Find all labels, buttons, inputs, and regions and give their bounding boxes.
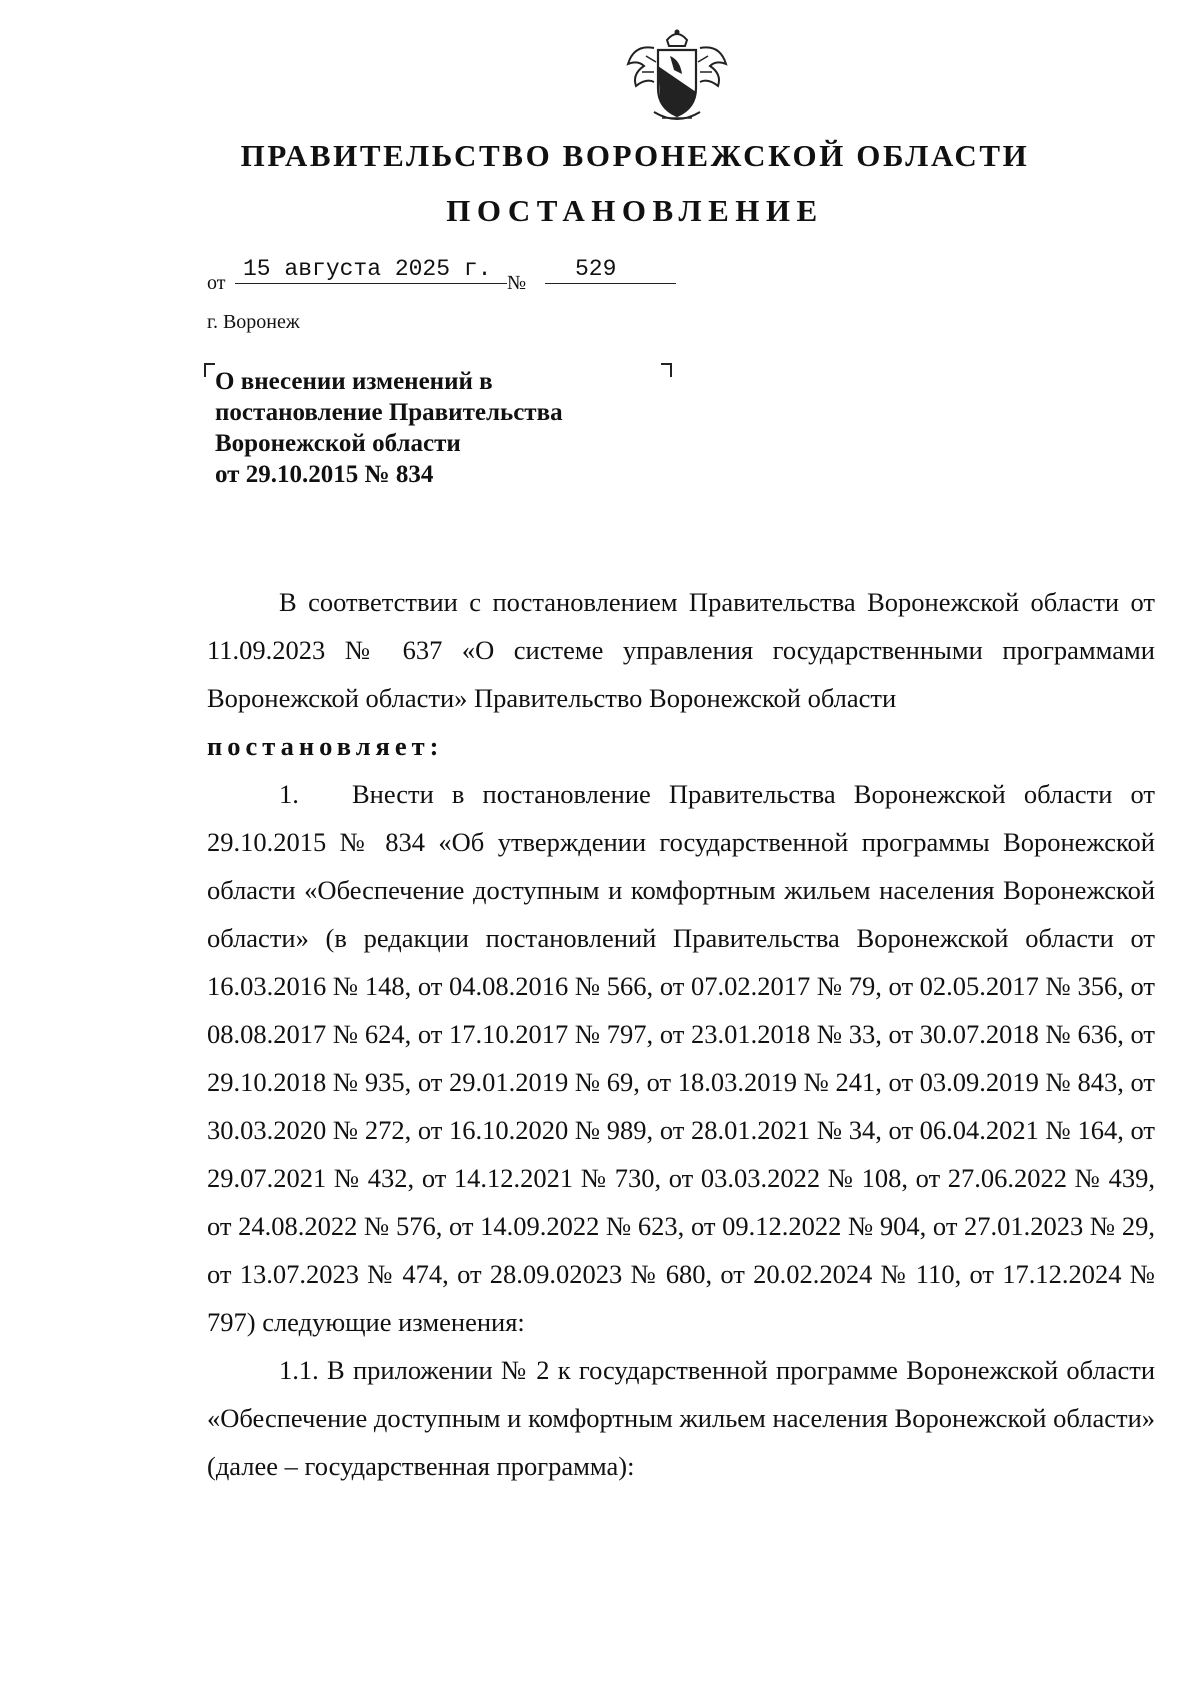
subject-line: Воронежской области: [215, 430, 461, 457]
subject-line: О внесении изменений в: [215, 368, 493, 395]
resolves-word: постановляет:: [207, 731, 444, 761]
subject-line: от 29.10.2015 № 834: [215, 461, 434, 488]
subject-block: [215, 366, 563, 490]
document-number: 529: [545, 256, 676, 284]
date-number-line: [207, 256, 677, 296]
number-prefix: №: [507, 272, 527, 294]
item-1-text: Внести в постановление Правительства Воронежской области от 29.10.2015 № 834 «Об утверждении государственной программы Воронежской области «Обеспечение доступным и комфортным жильем населения Воронежской области» (в редакции постановлений Правительства Воронежской области от 16.03.2016 № 148, от 04.08.2016 № 566, от 07.02.2017 № 79, от 02.05.2017 № 356, от 08.08.2017 № 624, от 17.10.2017 № 797, от 23.01.2018 № 33, от 30.07.2018 № 636, от 29.10.2018 № 935, от 29.01.2019 № 69, от 18.03.2019 № 241, от 03.09.2019 № 843, от 30.03.2020 № 272, от 16.10.2020 № 989, от 28.01.2021 № 34, от 06.04.2021 № 164, от 29.07.2021 № 432, от 14.12.2021 № 730, от 03.03.2022 № 108, от 27.06.2022 № 439, от 24.08.2022 № 576, от 14.09.2022 № 623, от 09.12.2022 № 904, от 27.01.2023 № 29, от 13.07.2023 № 474, от 28.09.02023 № 680, от 20.02.2024 № 110, от 17.12.2024 № 797) следующие изменения:: [207, 779, 1155, 1337]
item-1-1-paragraph: 1.1. В приложении № 2 к государственной программе Воронежской области «Обеспечение доступным и комфортным жильем населения Воронежской области» (далее – государственная программа):: [207, 1355, 1155, 1481]
document-date: 15 августа 2025 г.: [235, 256, 507, 284]
preamble-paragraph: В соответствии с постановлением Правительства Воронежской области от 11.09.2023 № 637 «О системе управления государственными программами Воронежской области» Правительство Воронежской области: [207, 587, 1155, 713]
resolves-paragraph: [207, 722, 1155, 770]
subject-line: постановление Правительства: [215, 399, 563, 426]
city-label: г. Воронеж: [207, 311, 300, 333]
organization-name: ПРАВИТЕЛЬСТВО ВОРОНЕЖСКОЙ ОБЛАСТИ: [240, 138, 1030, 173]
item-1-paragraph: [207, 770, 1155, 1346]
subject-corner-left: [204, 363, 215, 377]
date-prefix: от: [207, 272, 226, 294]
document-body: [207, 578, 1155, 1490]
item-1-number: 1.: [279, 779, 299, 809]
coat-of-arms-emblem: [624, 26, 730, 126]
document-type: ПОСТАНОВЛЕНИЕ: [446, 193, 824, 228]
subject-corner-right: [661, 363, 672, 377]
